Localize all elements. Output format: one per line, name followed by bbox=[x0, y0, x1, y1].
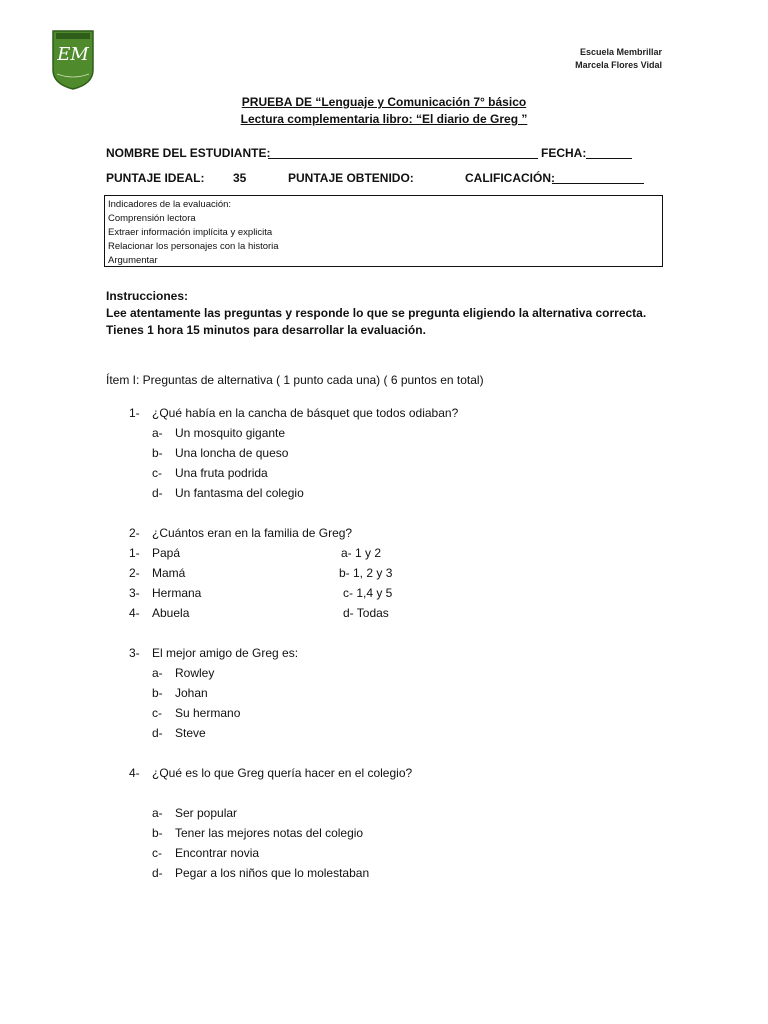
q3-text: El mejor amigo de Greg es: bbox=[152, 646, 299, 660]
q3-option-c-letter: c- bbox=[152, 706, 162, 720]
ideal-score-label: PUNTAJE IDEAL: bbox=[106, 171, 205, 185]
q1-text: ¿Qué había en la cancha de básquet que todos odiaban? bbox=[152, 406, 459, 420]
date-label: FECHA: bbox=[541, 146, 587, 160]
school-info bbox=[575, 46, 662, 72]
q2-member: Mamá bbox=[152, 566, 186, 580]
q2-member: Hermana bbox=[152, 586, 202, 600]
q2-option-a[interactable]: a- 1 y 2 bbox=[341, 546, 382, 560]
q4-option-d[interactable]: Pegar a los niños que lo molestaban bbox=[175, 866, 370, 880]
q2-member-number: 1- bbox=[129, 546, 140, 560]
q2-option-b[interactable]: b- 1, 2 y 3 bbox=[339, 566, 393, 580]
q3-option-a-letter: a- bbox=[152, 666, 163, 680]
q3-option-a[interactable]: Rowley bbox=[175, 666, 215, 680]
instructions-heading: Instrucciones: bbox=[106, 289, 189, 303]
q3-option-d[interactable]: Steve bbox=[175, 726, 206, 740]
q2-option-d[interactable]: d- Todas bbox=[343, 606, 389, 620]
q4-option-b[interactable]: Tener las mejores notas del colegio bbox=[175, 826, 364, 840]
q2-member-number: 2- bbox=[129, 566, 140, 580]
date-field[interactable] bbox=[586, 146, 632, 159]
item-title: Ítem I: Preguntas de alternativa ( 1 punto cada una) ( 6 puntos en total) bbox=[106, 373, 484, 387]
instructions-line-2: Tienes 1 hora 15 minutos para desarrollar la evaluación. bbox=[106, 323, 426, 337]
indicator-heading: Indicadores de la evaluación: bbox=[108, 199, 232, 210]
q3-option-d-letter: d- bbox=[152, 726, 163, 740]
student-name-field[interactable] bbox=[268, 146, 538, 159]
q2-option-c[interactable]: c- 1,4 y 5 bbox=[343, 586, 393, 600]
indicator-item: Relacionar los personajes con la historia bbox=[108, 241, 279, 252]
q4-option-a[interactable]: Ser popular bbox=[175, 806, 238, 820]
indicator-item: Comprensión lectora bbox=[108, 213, 196, 224]
grade-field[interactable] bbox=[552, 171, 644, 184]
q1-option-c-letter: c- bbox=[152, 466, 162, 480]
q2-member-number: 3- bbox=[129, 586, 140, 600]
q1-option-a[interactable]: Un mosquito gigante bbox=[175, 426, 286, 440]
q1-option-c[interactable]: Una fruta podrida bbox=[175, 466, 268, 480]
q1-option-d[interactable]: Un fantasma del colegio bbox=[175, 486, 304, 500]
q4-option-c-letter: c- bbox=[152, 846, 162, 860]
test-title: PRUEBA DE “Lenguaje y Comunicación 7° básico bbox=[241, 95, 527, 109]
q1-number: 1- bbox=[129, 406, 140, 420]
q3-option-b-letter: b- bbox=[152, 686, 163, 700]
school-name: Escuela Membrillar bbox=[579, 47, 662, 57]
obtained-score-label: PUNTAJE OBTENIDO: bbox=[288, 171, 414, 185]
q2-member: Abuela bbox=[152, 606, 190, 620]
q3-number: 3- bbox=[129, 646, 140, 660]
q4-number: 4- bbox=[129, 766, 140, 780]
indicators-box bbox=[104, 195, 663, 267]
q2-member-number: 4- bbox=[129, 606, 140, 620]
school-logo bbox=[52, 30, 94, 90]
q1-option-d-letter: d- bbox=[152, 486, 163, 500]
ideal-score-value: 35 bbox=[233, 171, 247, 185]
q3-option-c[interactable]: Su hermano bbox=[175, 706, 241, 720]
q1-option-a-letter: a- bbox=[152, 426, 163, 440]
q4-text: ¿Qué es lo que Greg quería hacer en el colegio? bbox=[152, 766, 413, 780]
q4-option-b-letter: b- bbox=[152, 826, 163, 840]
q3-option-b[interactable]: Johan bbox=[175, 686, 208, 700]
q2-member: Papá bbox=[152, 546, 181, 560]
q4-option-a-letter: a- bbox=[152, 806, 163, 820]
indicator-item: Extraer información implícita y explicita bbox=[108, 227, 273, 238]
indicator-item: Argumentar bbox=[108, 255, 158, 266]
q2-number: 2- bbox=[129, 526, 140, 540]
q4-option-d-letter: d- bbox=[152, 866, 163, 880]
q2-text: ¿Cuántos eran en la familia de Greg? bbox=[152, 526, 353, 540]
q1-option-b-letter: b- bbox=[152, 446, 163, 460]
logo-monogram: EM bbox=[57, 44, 89, 65]
q4-option-c[interactable]: Encontrar novia bbox=[175, 846, 260, 860]
test-subtitle: Lectura complementaria libro: “El diario de Greg ” bbox=[240, 112, 528, 126]
grade-label: CALIFICACIÓN: bbox=[465, 171, 555, 185]
q1-option-b[interactable]: Una loncha de queso bbox=[175, 446, 289, 460]
student-name-label: NOMBRE DEL ESTUDIANTE: bbox=[106, 146, 271, 160]
instructions-line-1: Lee atentamente las preguntas y responde lo que se pregunta eligiendo la alternativa correcta. bbox=[106, 306, 647, 320]
teacher-name: Marcela Flores Vidal bbox=[575, 60, 662, 70]
